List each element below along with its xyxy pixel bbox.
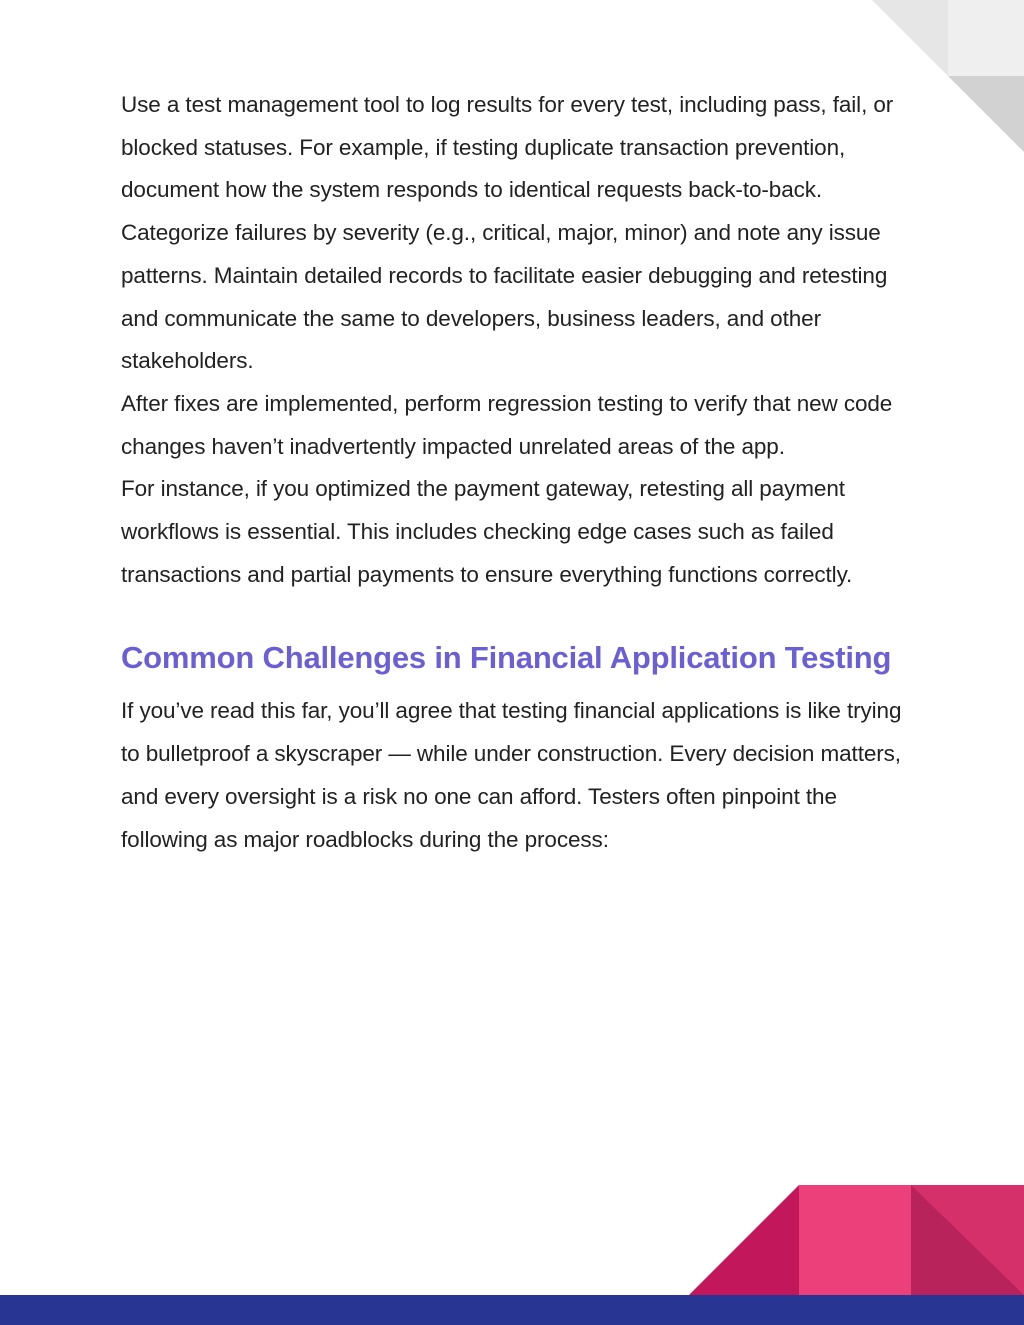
section-heading: Common Challenges in Financial Application Testing [121,640,892,676]
document-body [121,84,921,861]
paragraph-regression-testing: After fixes are implemented, perform regression testing to verify that new code changes haven’t inadvertently impacted unrelated areas of the app. [121,390,893,459]
corner-decoration-bottom [689,1185,1024,1295]
paragraph-challenges-intro: If you’ve read this far, you’ll agree that testing financial applications is like trying to bulletproof a skyscraper — while under construction. Every decision matters, and every oversight is a risk no one can afford. Testers often pinpoint the following as major roadblocks during the process: [121,698,902,852]
footer-bar [0,1295,1024,1325]
paragraph-categorize-failures: Categorize failures by severity (e.g., critical, major, minor) and note any issue patterns. Maintain detailed records to facilitate easier debugging and retesting and communicate the same to developers, business leaders, and other stakeholders. [121,220,888,374]
paragraph-payment-gateway-example: For instance, if you optimized the payment gateway, retesting all payment workflows is essential. This includes checking edge cases such as failed transactions and partial payments to ensure everything functions correctly. [121,476,853,587]
paragraph-log-results: Use a test management tool to log results for every test, including pass, fail, or blocked statuses. For example, if testing duplicate transaction prevention, document how the system responds to identical requests back-to-back. [121,92,894,203]
